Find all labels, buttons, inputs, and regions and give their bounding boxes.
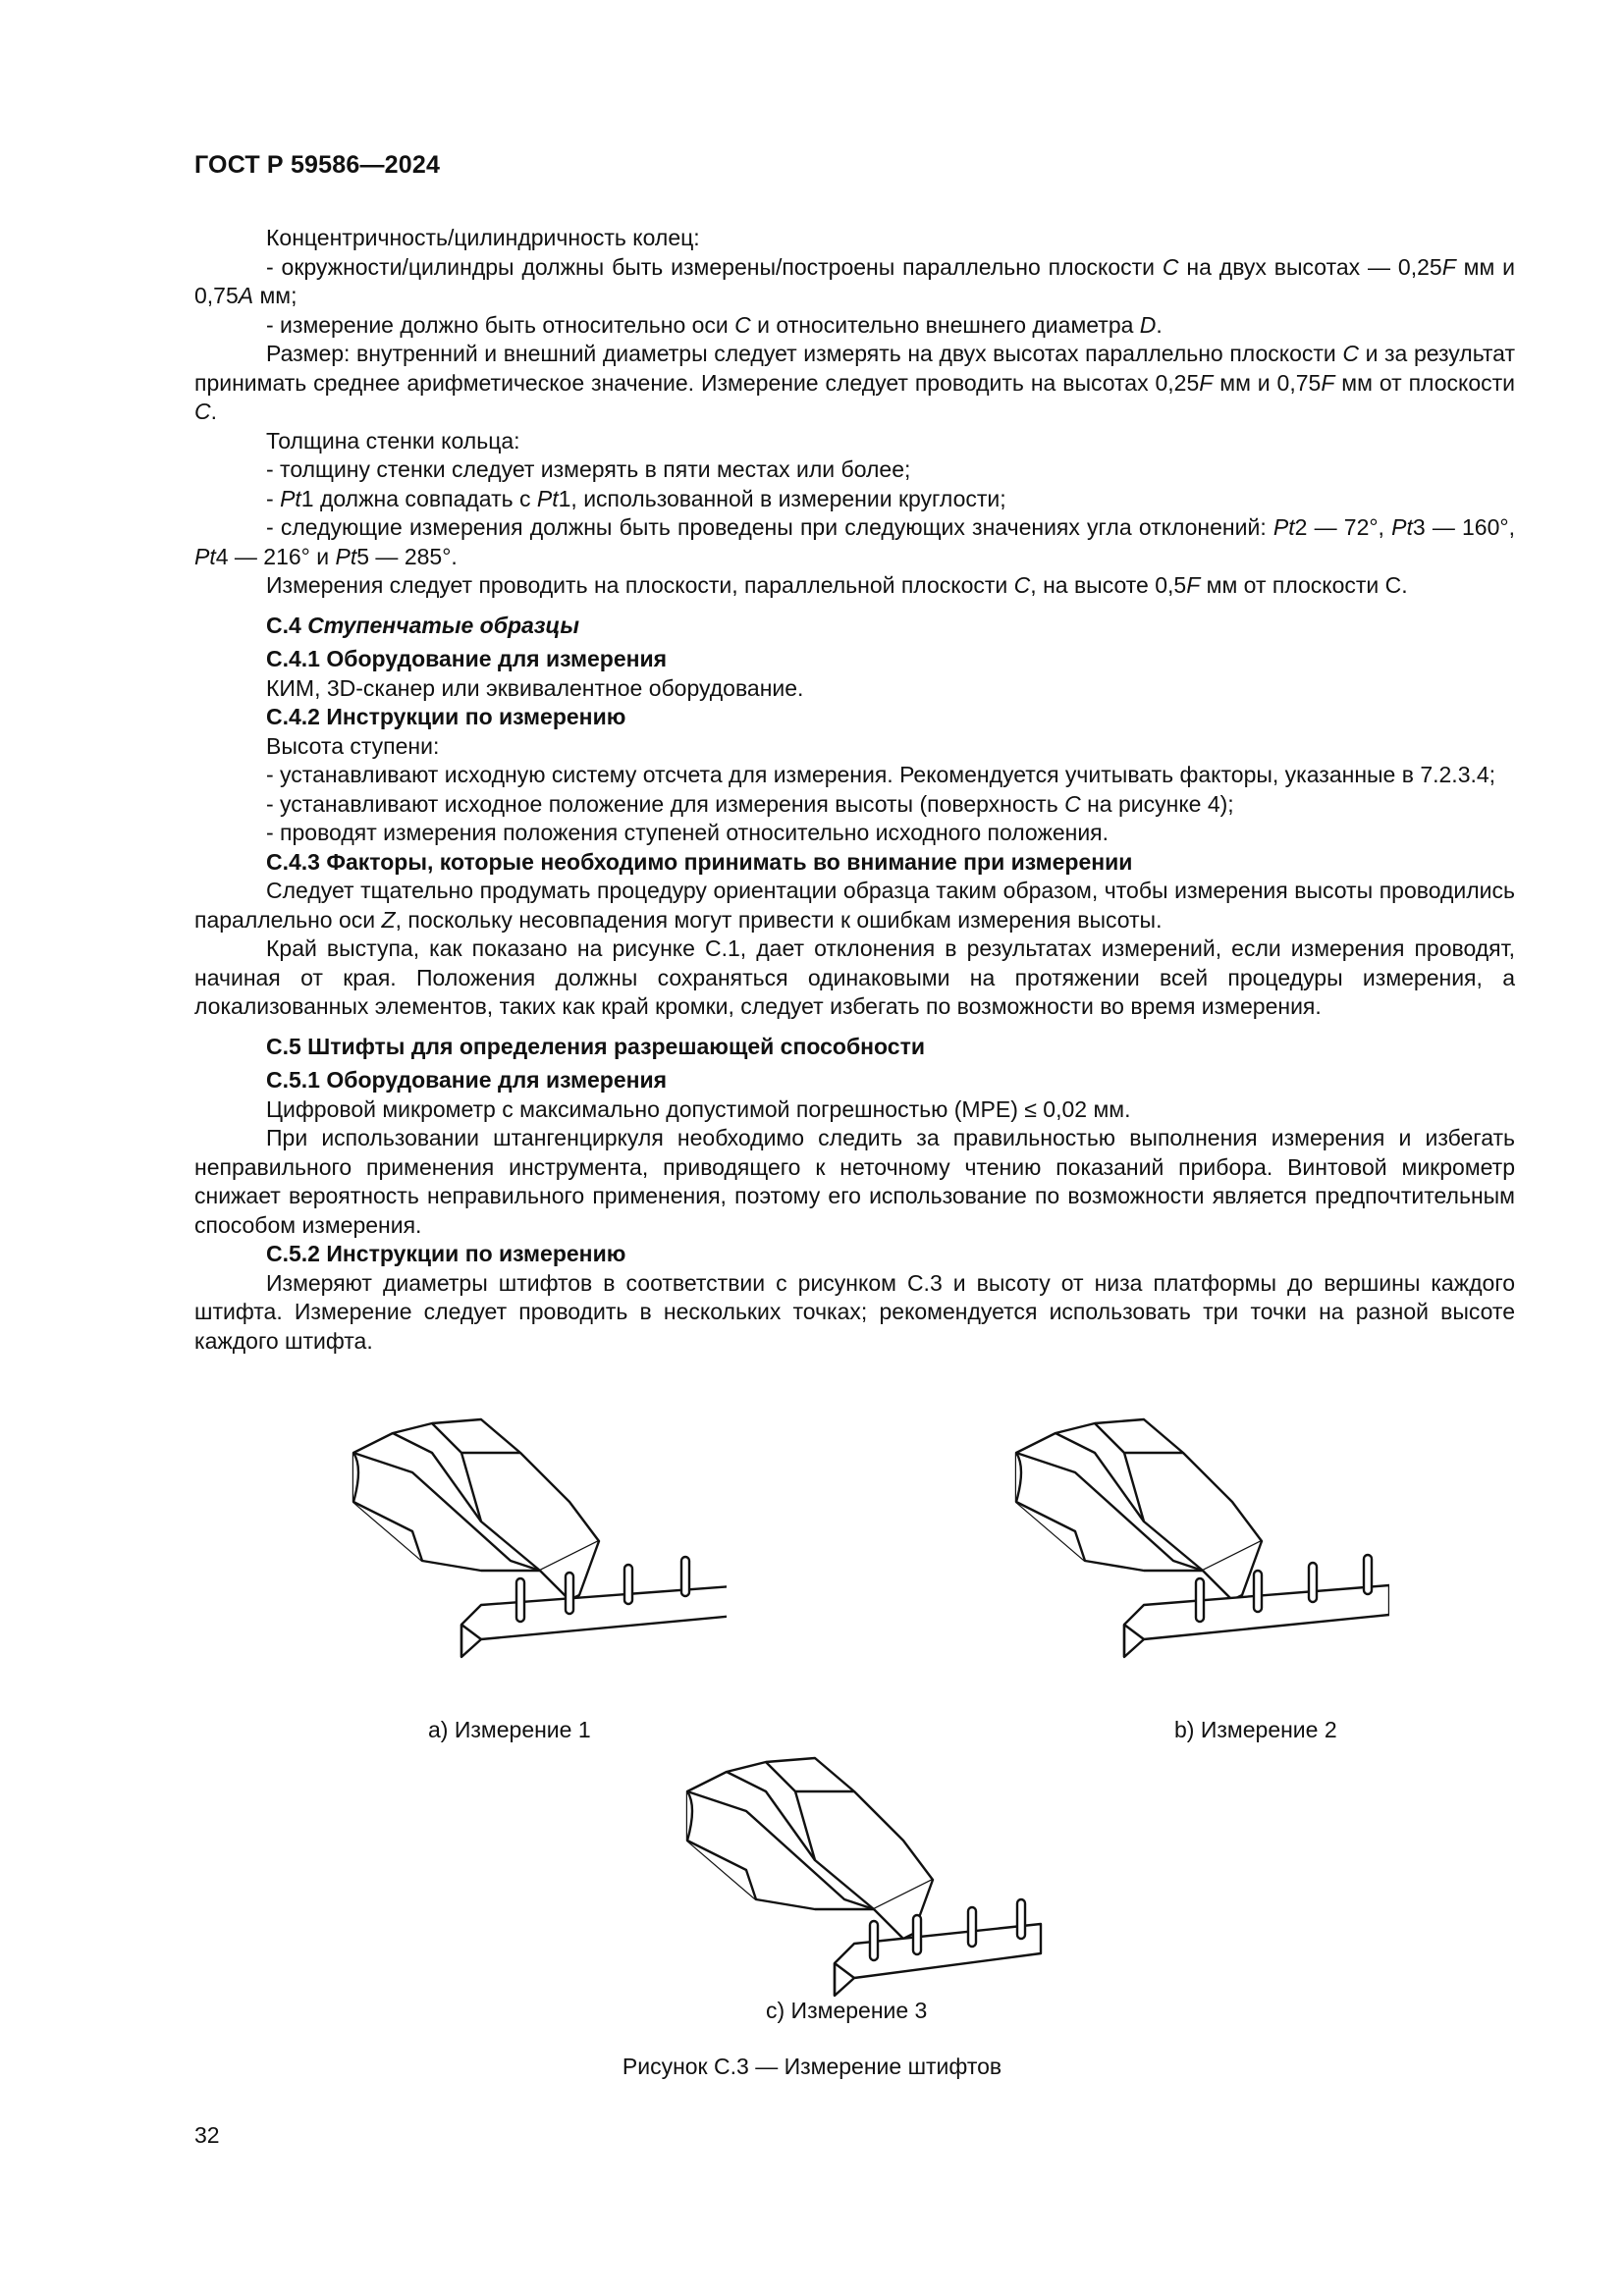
symbol: C (734, 311, 751, 338)
text: на двух высотах — 0,25 (1178, 253, 1442, 280)
document-body (194, 224, 1515, 1356)
paragraph: КИМ, 3D-сканер или эквивалентное оборудование. (266, 674, 804, 701)
paragraph: Край выступа, как показано на рисунке С.1, дает отклонения в результатах измерений, если измерения проводят, начиная от края. Положения должны сохраняться одинаковыми на протяжении всей процедуры измерения, а локализованных элементов, таких как край кромки, следует избегать по возможности во время измерения. (194, 935, 1515, 1019)
text: мм и 0,75 (1213, 369, 1322, 396)
paragraph (194, 427, 1515, 456)
text: мм; (253, 283, 298, 308)
text: . (210, 399, 218, 424)
caption-c: c) Измерение 3 (766, 1998, 928, 2023)
text: 4 — 216° и (215, 543, 336, 569)
symbol: C (194, 399, 211, 424)
caption-b: b) Измерение 2 (1174, 1717, 1337, 1742)
text: - следующие измерения должны быть проведены при следующих значениях угла отклонений: (266, 514, 1273, 540)
text: 3 — 160°, (1412, 514, 1515, 540)
subsection-heading-c52: С.5.2 Инструкции по измерению (266, 1241, 626, 1266)
paragraph: Цифровой микрометр с максимально допустимой погрешностью (MPE) ≤ 0,02 мм. (266, 1095, 1131, 1122)
text: - измерение должно быть относительно оси (266, 311, 735, 338)
symbol: Pt (1272, 514, 1295, 540)
text: мм от плоскости С. (1200, 572, 1408, 598)
paragraph (194, 571, 1515, 601)
paragraph (194, 224, 1515, 253)
page-number: 32 (194, 2122, 220, 2148)
symbol: C (1064, 790, 1081, 817)
symbol: Pt (280, 485, 301, 511)
text: - толщину стенки следует измерять в пяти местах или более; (266, 456, 911, 482)
text: , на высоте 0,5 (1030, 572, 1187, 598)
paragraph: Высота ступени: (266, 732, 440, 759)
paragraph (194, 311, 1515, 341)
text: Измерения следует проводить на плоскости, параллельной плоскости (266, 572, 1014, 598)
subsection-heading-c41: С.4.1 Оборудование для измерения (266, 646, 668, 671)
text: - окружности/цилиндры должны быть измерены/построены параллельно плоскости (266, 253, 1163, 280)
symbol: F (1441, 253, 1456, 280)
symbol: C (1013, 572, 1031, 598)
symbol: Pt (194, 543, 216, 569)
symbol: F (1199, 369, 1214, 396)
symbol: C (1342, 341, 1359, 366)
section-heading-c4 (194, 612, 1515, 641)
caption-a: a) Измерение 1 (428, 1717, 591, 1742)
paragraph (194, 790, 1515, 820)
text: - (266, 485, 281, 511)
symbol: F (1186, 572, 1201, 598)
document-header: ГОСТ Р 59586—2024 (194, 151, 441, 179)
probe-illustration-a (334, 1414, 727, 1688)
symbol: F (1321, 369, 1335, 396)
text: - устанавливают исходное положение для измерения высоты (поверхность (266, 790, 1065, 817)
text: мм и 0,75 (194, 253, 1515, 308)
symbol: D (1139, 311, 1157, 338)
text: Размер: внутренний и внешний диаметры следует измерять на двух высотах параллельно плоскости (266, 341, 1343, 366)
figure-title: Рисунок С.3 — Измерение штифтов (622, 2054, 1002, 2079)
text: , поскольку несовпадения могут привести к ошибкам измерения высоты. (395, 906, 1163, 933)
symbol: A (238, 283, 254, 308)
subsection-heading-c43: С.4.3 Факторы, которые необходимо принимать во внимание при измерении (266, 848, 1133, 875)
symbol: Pt (536, 485, 559, 511)
paragraph: - устанавливают исходную систему отсчета для измерения. Рекомендуется учитывать факторы, указанные в 7.2.3.4; (266, 762, 1496, 787)
subsection-heading-c42: С.4.2 Инструкции по измерению (266, 704, 626, 729)
paragraph (194, 340, 1515, 427)
paragraph (194, 253, 1515, 311)
text: на рисунке 4); (1080, 790, 1234, 817)
section-number: С.4 (266, 612, 308, 638)
section-heading-c5: С.5 Штифты для определения разрешающей способности (266, 1033, 925, 1059)
paragraph (194, 455, 1515, 485)
paragraph: При использовании штангенциркуля необходимо следить за правильностью выполнения измерения и избегать неправильного применения инструмента, приводящего к неточному чтению показаний прибора. Винтовой микрометр снижает вероятность неправильного применения, поэтому его использование по возможности является предпочтительным способом измерения. (194, 1125, 1515, 1238)
text: Толщина стенки кольца: (266, 427, 520, 454)
symbol: Z (381, 906, 396, 933)
text: мм от плоскости (1334, 369, 1515, 396)
paragraph: - проводят измерения положения ступеней относительно исходного положения. (266, 820, 1110, 845)
text: Концентричность/цилиндричность колец: (266, 225, 700, 250)
symbol: C (1162, 253, 1179, 280)
text: 5 — 285°. (356, 543, 458, 569)
text: 1, использованной в измерении круглости; (558, 485, 1006, 511)
text: и за результат принимать среднее арифметическое значение. Измерение следует проводить на высотах 0,25 (194, 341, 1516, 396)
paragraph (194, 877, 1515, 934)
probe-illustration-c (668, 1752, 1060, 2027)
symbol: Pt (335, 543, 357, 569)
paragraph (194, 485, 1515, 514)
text: Следует тщательно продумать процедуру ориентации образца таким образом, чтобы измерения высоты проводились параллельно оси (194, 878, 1515, 933)
symbol: Pt (1391, 514, 1413, 540)
paragraph: Измеряют диаметры штифтов в соответствии с рисунком С.3 и высоту от низа платформы до вершины каждого штифта. Измерение следует проводить в нескольких точках; рекомендуется использовать три точки на разной высоте каждого штифта. (194, 1269, 1515, 1354)
subsection-heading-c51: С.5.1 Оборудование для измерения (266, 1067, 668, 1093)
section-title: Ступенчатые образцы (307, 612, 580, 638)
figure-c3 (0, 1414, 1624, 2120)
text: и относительно внешнего диаметра (750, 311, 1140, 338)
probe-illustration-b (997, 1414, 1389, 1688)
text: 1 должна совпадать с (300, 485, 537, 511)
text: . (1156, 311, 1163, 338)
paragraph (194, 513, 1515, 571)
text: 2 — 72°, (1294, 514, 1392, 540)
